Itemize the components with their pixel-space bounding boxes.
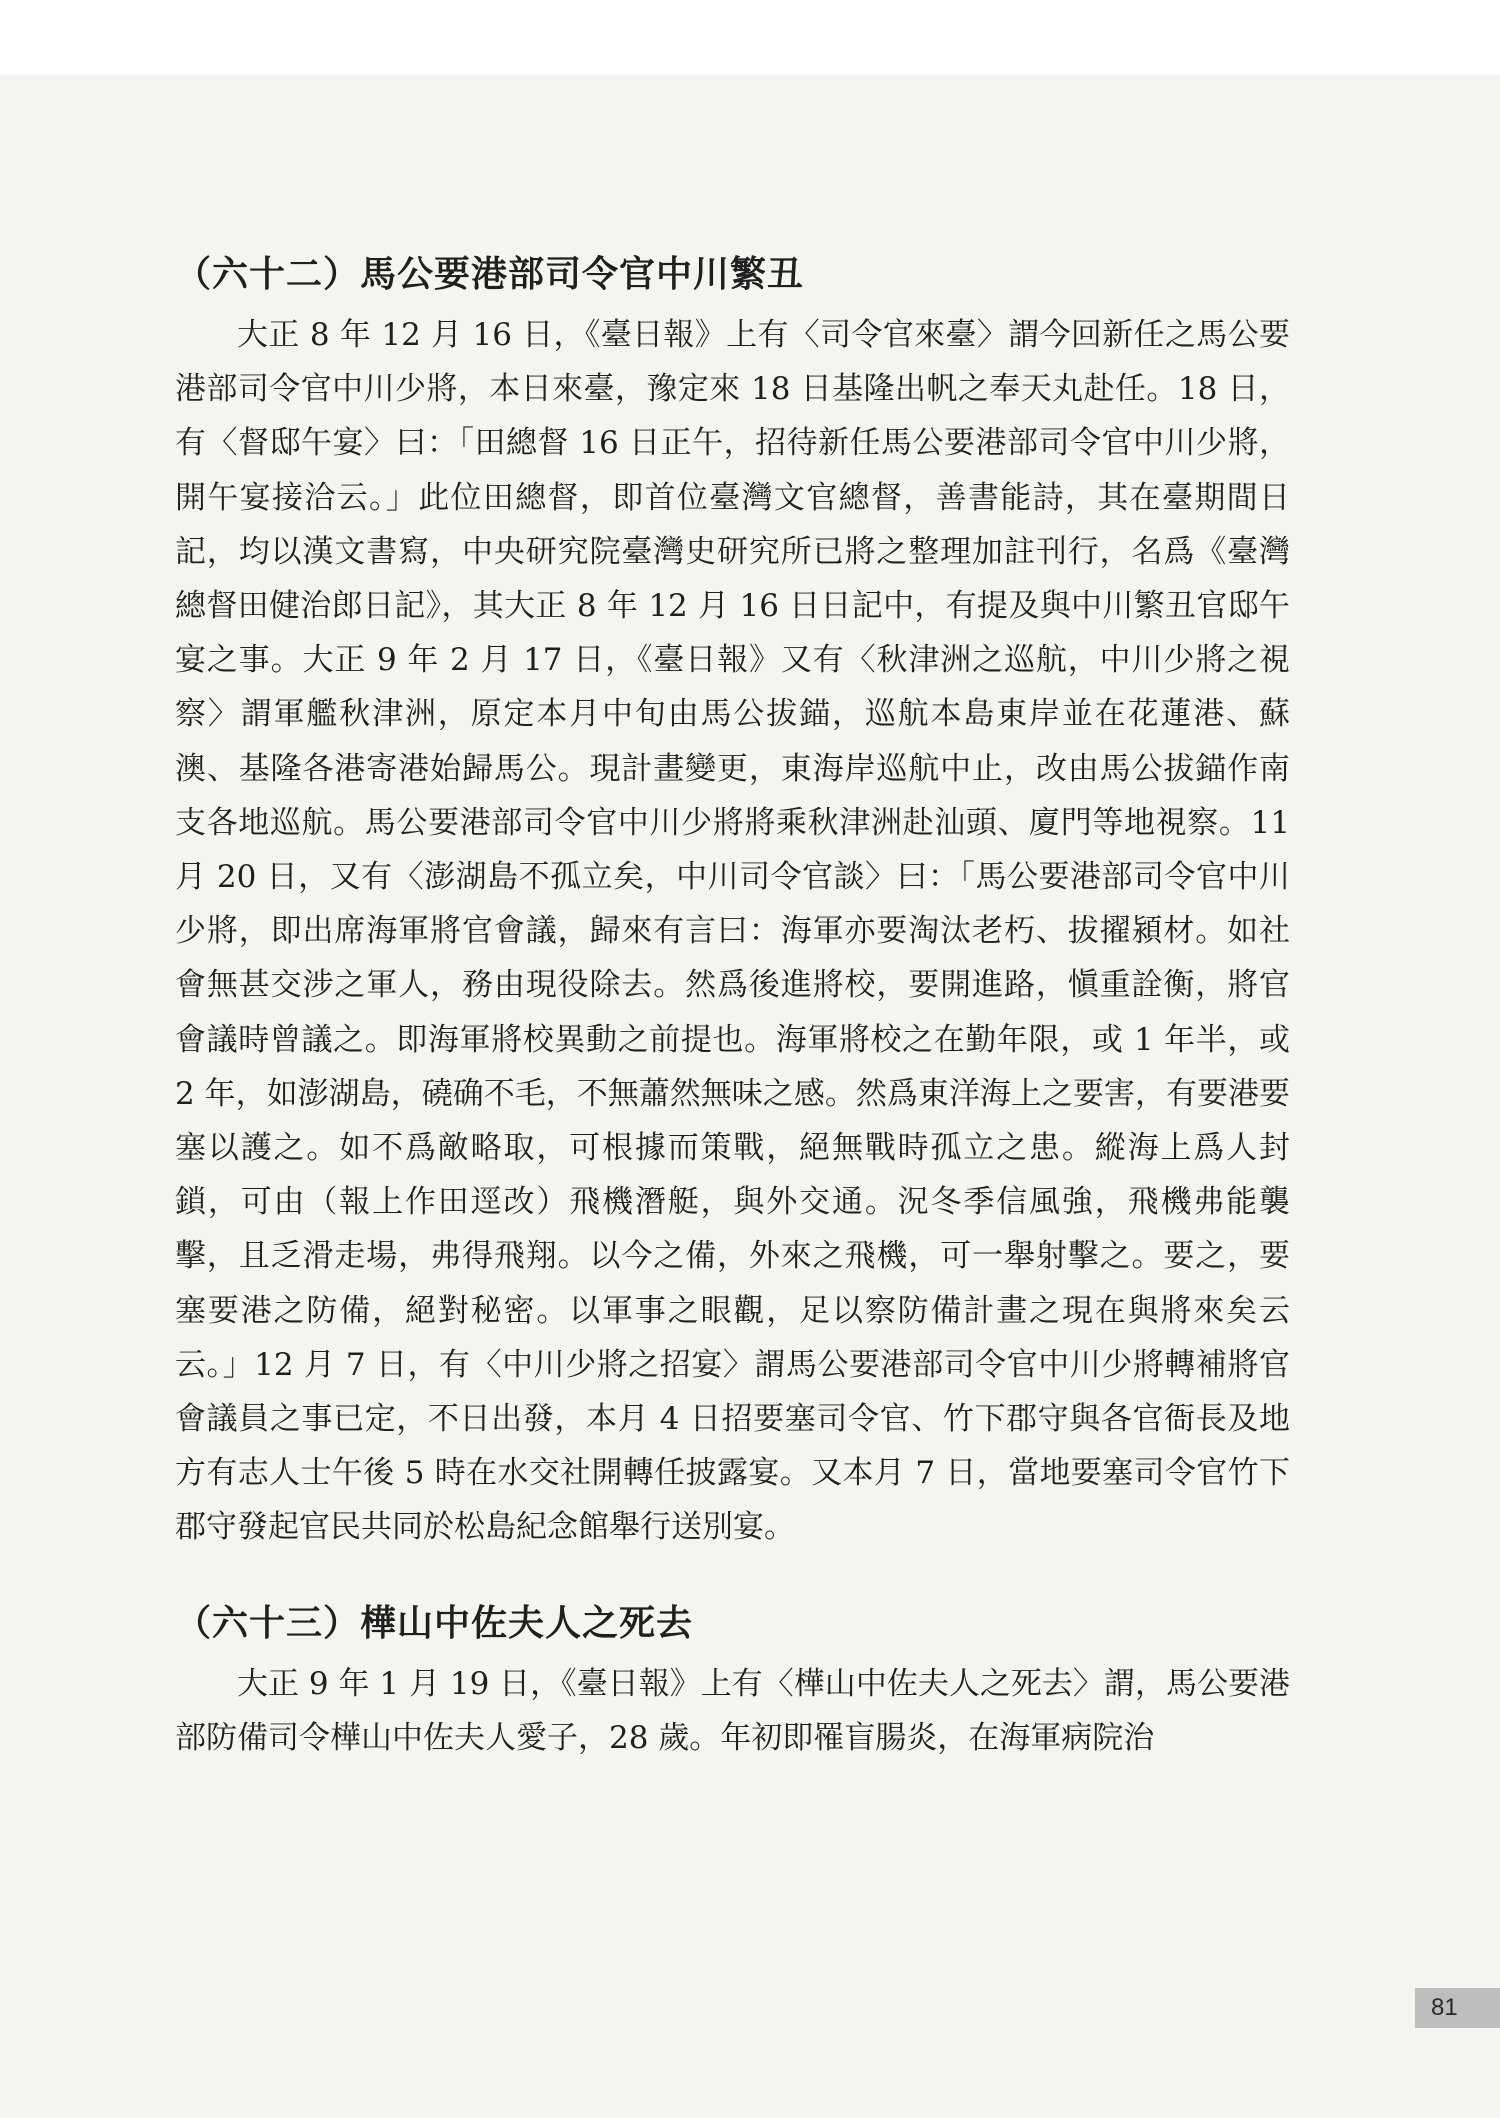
section-paragraph: 大正 9 年 1 月 19 日，《臺日報》上有〈樺山中佐夫人之死去〉謂，馬公要港部防備司令樺山中佐夫人愛子，28 歲。年初即罹盲腸炎，在海軍病院治 bbox=[175, 1665, 1290, 1756]
section-paragraph: 大正 8 年 12 月 16 日，《臺日報》上有〈司令官來臺〉謂今回新任之馬公要港部司令官中川少將，本日來臺，豫定來 18 日基隆出帆之奉天丸赴任。18 日，有〈督邸午宴〉曰：「田總督 16 日正午，招待新任馬公要港部司令官中川少將，開午宴接洽云。」此位田總督，即首位臺灣文官總督，善書能詩，其在臺期間日記，均以漢文書寫，中央研究院臺灣史研究所已將之整理加註刊行，名爲《臺灣總督田健治郎日記》，其大正 8 年 12 月 16 日日記中，有提及與中川繁丑官邸午宴之事。大正 9 年 2 月 17 日，《臺日報》又有〈秋津洲之巡航，中川少將之視察〉謂軍艦秋津洲，原定本月中旬由馬公拔錨，巡航本島東岸並在花蓮港、蘇澳、基隆各港寄港始歸馬公。現計畫變更，東海岸巡航中止，改由馬公拔錨作南支各地巡航。馬公要港部司令官中川少將將乘秋津洲赴汕頭、廈門等地視察。11 月 20 日，又有〈澎湖島不孤立矣，中川司令官談〉曰：「馬公要港部司令官中川少將，即出席海軍將官會議，歸來有言曰：海軍亦要淘汰老朽、拔擢潁材。如社會無甚交涉之軍人，務由現役除去。然爲後進將校，要開進路，愼重詮衡，將官會議時曾議之。即海軍將校異動之前提也。海軍將校之在勤年限，或 1 年半，或 2 年，如澎湖島，磽确不毛，不無蕭然無味之感。然爲東洋海上之要害，有要港要塞以護之。如不爲敵略取，可根據而策戰，絕無戰時孤立之患。縱海上爲人封鎖，可由（報上作田逕改）飛機潛艇，與外交通。況冬季信風強，飛機弗能襲擊，且乏滑走場，弗得飛翔。以今之備，外來之飛機，可一舉射擊之。要之，要塞要港之防備，絕對秘密。以軍事之眼觀，足以察防備計畫之現在與將來矣云云。」12 月 7 日，有〈中川少將之招宴〉謂馬公要港部司令官中川少將轉補將官會議員之事已定，不日出發，本月 4 日招要塞司令官、竹下郡守與各官衙長及地方有志人士午後 5 時在水交社開轉任披露宴。又本月 7 日，當地要塞司令官竹下郡守發起官民共同於松島紀念館舉行送別宴。 bbox=[175, 317, 1290, 1546]
page-body bbox=[175, 250, 1290, 1765]
section-63 bbox=[175, 1599, 1290, 1765]
page-number: 81 bbox=[1415, 1988, 1500, 2028]
top-margin-band bbox=[0, 0, 1500, 75]
section-62 bbox=[175, 250, 1290, 1555]
section-heading: （六十三）樺山中佐夫人之死去 bbox=[175, 1602, 694, 1644]
section-heading: （六十二）馬公要港部司令官中川繁丑 bbox=[175, 254, 805, 295]
